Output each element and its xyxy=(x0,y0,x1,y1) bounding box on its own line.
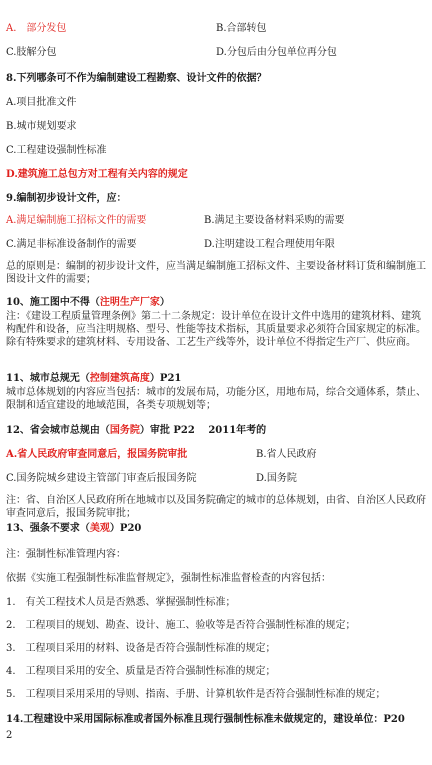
q10-note: 注：《建设工程质量管理条例》第二十二条规定：设计单位在设计文件中选用的建筑材料、建筑构配件和设备，应当注明规格、型号、性能等技术指标，其质量要求必须符合国家规定的标准。除有特殊要求的建筑材料、专用设备、工艺生产线等外，设计单位不得指定生产厂、供应商。 xyxy=(6,311,426,348)
q9-question: 9.编制初步设计文件，应： xyxy=(6,193,127,204)
q14-question-line2: 2 xyxy=(6,730,13,741)
q8-option-d: D.建筑施工总包方对工程有关内容的规定 xyxy=(6,169,188,180)
q9-option-c: C.满足非标准设备制作的需要 xyxy=(6,239,137,250)
q7-option-d: D.分包后由分包单位再分包 xyxy=(216,47,337,58)
q9-option-b: B.满足主要设备材料采购的需要 xyxy=(204,215,345,226)
q11-heading-post: ）P21 xyxy=(149,373,182,384)
q12-option-c: C.国务院城乡建设主管部门审查后报国务院 xyxy=(6,473,197,484)
q8-option-a: A.项目批准文件 xyxy=(6,97,77,108)
q13-note-2: 依据《实施工程强制性标准监督规定》，强制性标准监督检查的内容包括： xyxy=(6,573,331,584)
q13-heading-pre: 13、强条不要求（ xyxy=(6,523,90,534)
q11-heading-answer: 控制建筑高度 xyxy=(89,373,150,384)
q13-item-1: 1. 有关工程技术人员是否熟悉、掌握强制性标准； xyxy=(6,597,236,608)
q12-heading-post: ）审批 P22 2011年考的 xyxy=(139,425,267,436)
q9-option-d: D.注明建设工程合理使用年限 xyxy=(204,239,335,250)
q14-question-line1: 14.工程建设中采用国际标准或者国外标准且现行强制性标准未做规定的，建设单位：P20 xyxy=(6,714,405,725)
q12-option-a: A.省人民政府审查同意后，报国务院审批 xyxy=(6,449,188,460)
q12-heading xyxy=(6,424,266,437)
q13-note-1: 注：强制性标准管理内容： xyxy=(6,549,126,560)
q12-option-d: D.国务院 xyxy=(256,473,297,484)
q13-item-4: 4. 工程项目采用的安全、质量是否符合强制性标准的规定； xyxy=(6,666,276,677)
q11-note: 城市总体规划的内容应当包括：城市的发展布局，功能分区，用地布局，综合交通体系，禁止、限制和适宜建设的地域范围，各类专项规划等； xyxy=(6,387,426,411)
q12-heading-pre: 12、省会城市总规由（ xyxy=(6,425,110,436)
q11-heading xyxy=(6,372,181,385)
q9-option-a: A.满足编制施工招标文件的需要 xyxy=(6,215,147,226)
q13-item-2: 2. 工程项目的规划、勘查、设计、施工、验收等是否符合强制性标准的规定； xyxy=(6,620,356,631)
q13-item-5: 5. 工程项目采用采用的导则、指南、手册、计算机软件是否符合强制性标准的规定； xyxy=(6,689,386,700)
q13-heading-answer: 美观 xyxy=(89,523,110,534)
q8-option-c: C.工程建设强制性标准 xyxy=(6,145,107,156)
q9-note: 总的原则是：编制的初步设计文件，应当满足编制施工招标文件、主要设备材料订货和编制施工图设计文件的需要； xyxy=(6,261,426,285)
q13-item-3: 3. 工程项目采用的材料、设备是否符合强制性标准的规定； xyxy=(6,643,276,654)
q11-heading-pre: 11、城市总规无（ xyxy=(6,373,90,384)
q10-heading-pre: 10、施工图中不得（ xyxy=(6,297,100,308)
q13-heading-post: ）P20 xyxy=(109,523,142,534)
q10-heading-answer: 注明生产厂家 xyxy=(99,297,160,308)
q7-option-a: A. 部分发包 xyxy=(6,23,67,34)
q10-heading xyxy=(6,296,170,309)
q13-heading xyxy=(6,522,141,535)
q12-note: 注：省、自治区人民政府所在地城市以及国务院确定的城市的总体规划，由省、自治区人民政府审查同意后，报国务院审批； xyxy=(6,495,426,519)
q7-option-b: B.合部转包 xyxy=(216,23,267,34)
q8-option-b: B.城市规划要求 xyxy=(6,121,77,132)
q7-option-c: C.肢解分包 xyxy=(6,47,57,58)
q10-heading-post: ） xyxy=(159,297,170,308)
q12-option-b: B.省人民政府 xyxy=(256,449,317,460)
q8-question: 8.下列哪条可不作为编制建设工程勘察、设计文件的依据？ xyxy=(6,73,267,84)
q12-heading-answer: 国务院 xyxy=(109,425,140,436)
